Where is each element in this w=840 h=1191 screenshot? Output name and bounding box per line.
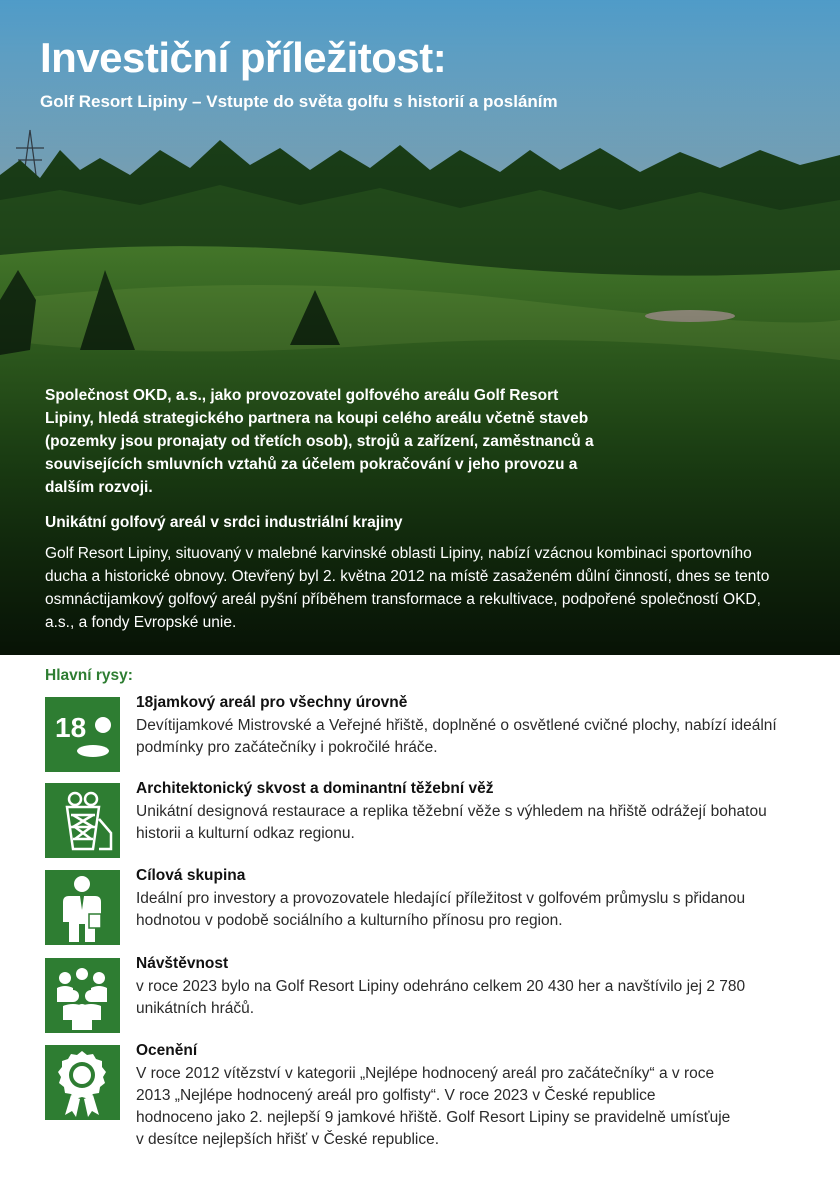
feature-body: V roce 2012 vítězství v kategorii „Nejlépe hodnocený areál pro začátečníky“ a v roce 2013 „Nejlépe hodnocený areál pro golfisty“. V roce 2023 v České republice hodnoceno jako 2. nejlepší 9 jamkové hřiště. Golf Resort Lipiny se pravidelně umísťuje v desítce nejlepších hřišť v České republice.	[136, 1065, 731, 1148]
feature-body: Devítijamkové Mistrovské a Veřejné hřiště, doplněné o osvětlené cvičné plochy, nabízí ideální podmínky pro začátečníky i pokročilé hráče.	[136, 717, 777, 756]
feature-title: Architektonický skvost a dominantní těžební věž	[136, 780, 494, 797]
intro-lead: Společnost OKD, a.s., jako provozovatel golfového areálu Golf Resort Lipiny, hledá strategického partnera na koupi celého areálu včetně staveb (pozemky jsou pronajaty od třetích osob), strojů a zařízení, zaměstnanců a souvisejících smluvních vztahů za účelem pokračování v jeho provozu a dalším rozvoji.	[45, 387, 594, 496]
feature-title: Cílová skupina	[136, 867, 246, 884]
award-rosette-icon	[45, 1045, 120, 1120]
feature-title: Návštěvnost	[136, 955, 229, 972]
page-title: Investiční příležitost:	[40, 34, 447, 81]
feature-item	[45, 867, 805, 950]
people-group-icon	[45, 958, 120, 1033]
feature-body: v roce 2023 bylo na Golf Resort Lipiny odehráno celkem 20 430 her a navštívilo jej 2 780 unikátních hráčů.	[136, 978, 746, 1017]
feature-item	[45, 780, 805, 863]
page-subtitle: Golf Resort Lipiny – Vstupte do světa golfu s historií a posláním	[40, 92, 558, 111]
feature-body: Ideální pro investory a provozovatele hledající příležitost v golfovém průmyslu s přidanou hodnotou v podobě sociálního a kulturního přínosu pro region.	[136, 890, 746, 929]
feature-item	[45, 955, 805, 1038]
section-heading: Unikátní golfový areál v srdci industriální krajiny	[45, 514, 403, 531]
mining-tower-icon	[45, 783, 120, 858]
hole-18-icon	[45, 697, 120, 772]
businessman-icon	[45, 870, 120, 945]
feature-title: 18jamkový areál pro všechny úrovně	[136, 694, 408, 711]
feature-body: Unikátní designová restaurace a replika těžební věže s výhledem na hřiště odrážejí bohatou historii a kulturní odkaz regionu.	[136, 803, 767, 842]
feature-item	[45, 694, 805, 777]
section-body: Golf Resort Lipiny, situovaný v malebné karvinské oblasti Lipiny, nabízí vzácnou kombinaci sportovního ducha a historické obnovy. Otevřený byl 2. května 2012 na místě zasaženém důlní činností, dnes se tento osmnáctijamkový golfový areál pyšní příběhem transformace a rekultivace, podpořené společností OKD, a.s., a fondy Evropské unie.	[45, 545, 770, 631]
features-label: Hlavní rysy:	[45, 667, 133, 684]
feature-title: Ocenění	[136, 1042, 198, 1059]
feature-item	[45, 1042, 805, 1155]
hole-number-text: 18	[55, 712, 87, 743]
